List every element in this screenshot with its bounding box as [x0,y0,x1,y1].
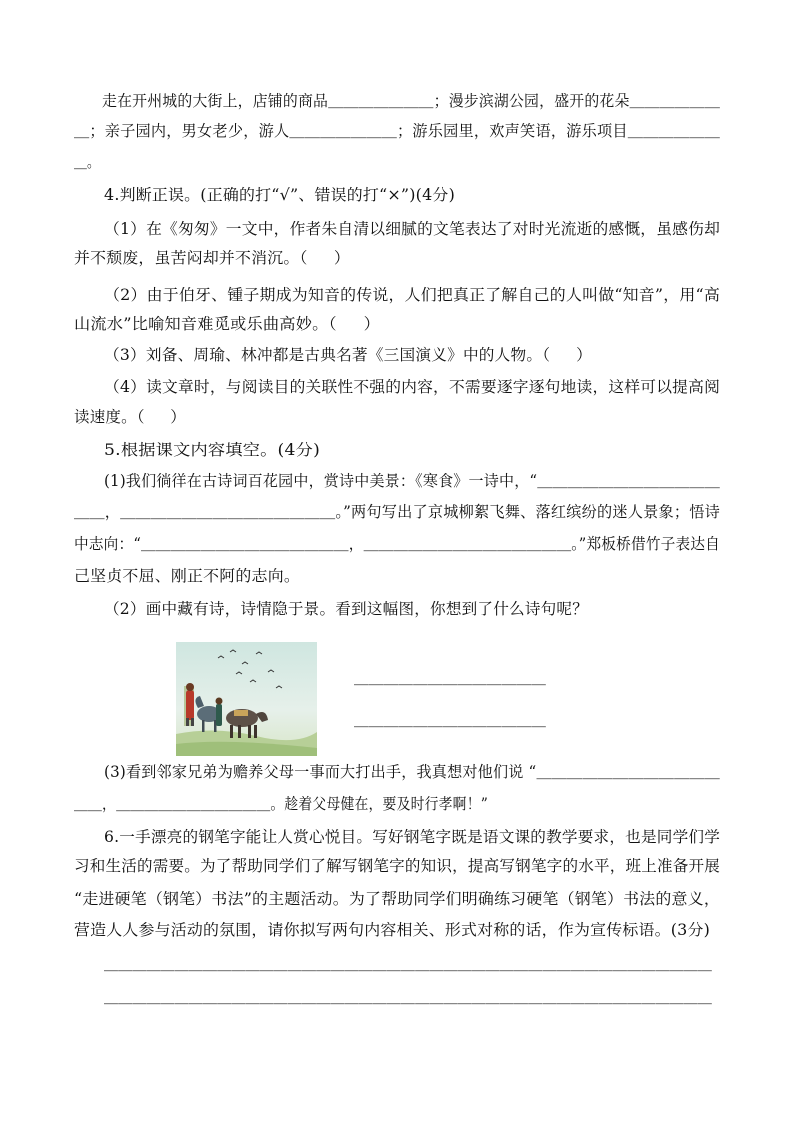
q5-part-1-line-1: (1)我们徜徉在古诗词百花园中，赏诗中美景：《寒食》一诗中，“＿＿＿＿＿＿＿＿＿＿＿＿ [104,472,720,490]
q6-text-line-1: 6.一手漂亮的钢笔字能让人赏心悦目。写好钢笔字既是语文课的教学要求，也是同学们学 [104,828,721,846]
q5-part-1-line-3: 中志向：“＿＿＿＿＿＿＿＿＿＿＿＿＿＿，＿＿＿＿＿＿＿＿＿＿＿＿＿＿。”郑板桥借竹子表达自 [74,535,721,553]
q4-item-4-line-1: （4）读文章时，与阅读目的关联性不强的内容，不需要逐字逐句地读，这样可以提高阅 [104,378,721,396]
q5-part-2-answer-line-1[interactable]: ＿＿＿＿＿＿＿＿＿＿＿＿＿ [354,669,547,687]
q6-text-line-4: 营造人人参与活动的氛围，请你拟写两句内容相关、形式对称的话，作为宣传标语。(3分) [74,921,711,939]
q4-item-1-line-1: （1）在《匆匆》一文中，作者朱自清以细腻的文笔表达了对时光流逝的感慨，虽感伤却 [104,220,721,238]
q6-text-line-2: 习和生活的需要。为了帮助同学们了解写钢笔字的知识，提高写钢笔字的水平，班上准备开展 [74,857,721,875]
q6-text-line-3: “走进硬笔（钢笔）书法”的主题活动。为了帮助同学们明确练习硬笔（钢笔）书法的意义， [74,890,720,908]
q5-part-2-answer-line-2[interactable]: ＿＿＿＿＿＿＿＿＿＿＿＿＿ [354,711,547,729]
q4-item-4-line-2: 读速度。（ ） [74,408,187,426]
q4-item-1-line-2: 并不颓废，虽苦闷却并不消沉。（ ） [74,249,351,267]
q5-heading: 5.根据课文内容填空。(4分) [104,441,320,459]
poem-illustration [176,642,317,756]
q4-item-2-line-2: 山流水”比喻知音难觅或乐曲高妙。（ ） [74,315,380,333]
q3-text-line-3: ＿。 [74,153,101,171]
q6-answer-line-2[interactable]: ＿＿＿＿＿＿＿＿＿＿＿＿＿＿＿＿＿＿＿＿＿＿＿＿＿＿＿＿＿＿＿＿＿＿＿＿＿＿＿＿＿＿＿ [104,988,713,1006]
q4-item-2-line-1: （2）由于伯牙、锺子期成为知音的传说，人们把真正了解自己的人叫做“知音”，用“高 [104,286,721,304]
q5-part-1-line-2: ＿＿，＿＿＿＿＿＿＿＿＿＿＿＿＿＿。”两句写出了京城柳絮飞舞、落红缤纷的迷人景象；悟诗 [74,503,720,521]
q5-part-3-line-2: ＿＿，＿＿＿＿＿＿＿＿＿＿＿。趁着父母健在，要及时行孝啊！” [74,795,488,813]
q6-answer-line-1[interactable]: ＿＿＿＿＿＿＿＿＿＿＿＿＿＿＿＿＿＿＿＿＿＿＿＿＿＿＿＿＿＿＿＿＿＿＿＿＿＿＿＿＿＿＿ [104,955,713,973]
q5-part-3-line-1: (3)看到邻家兄弟为赡养父母一事而大打出手，我真想对他们说 “＿＿＿＿＿＿＿＿＿＿＿＿ [104,763,720,781]
travelers-with-horses-image [176,642,317,756]
q4-heading: 4.判断正误。(正确的打“√”、错误的打“×”)(4分) [104,186,455,204]
q3-text-line-1: 走在开州城的大街上，店铺的商品＿＿＿＿＿＿＿；漫步滨湖公园，盛开的花朵＿＿＿＿＿＿ [102,92,721,110]
q5-part-1-line-4: 己坚贞不屈、刚正不阿的志向。 [74,567,300,585]
q4-item-3: （3）刘备、周瑜、林冲都是古典名著《三国演义》中的人物。（ ） [104,346,592,364]
q5-part-2-prompt: （2）画中藏有诗，诗情隐于景。看到这幅图，你想到了什么诗句呢？ [104,600,589,618]
q3-text-line-2: ＿；亲子园内，男女老少，游人＿＿＿＿＿＿＿；游乐园里，欢声笑语，游乐项目＿＿＿＿＿＿ [74,122,721,140]
